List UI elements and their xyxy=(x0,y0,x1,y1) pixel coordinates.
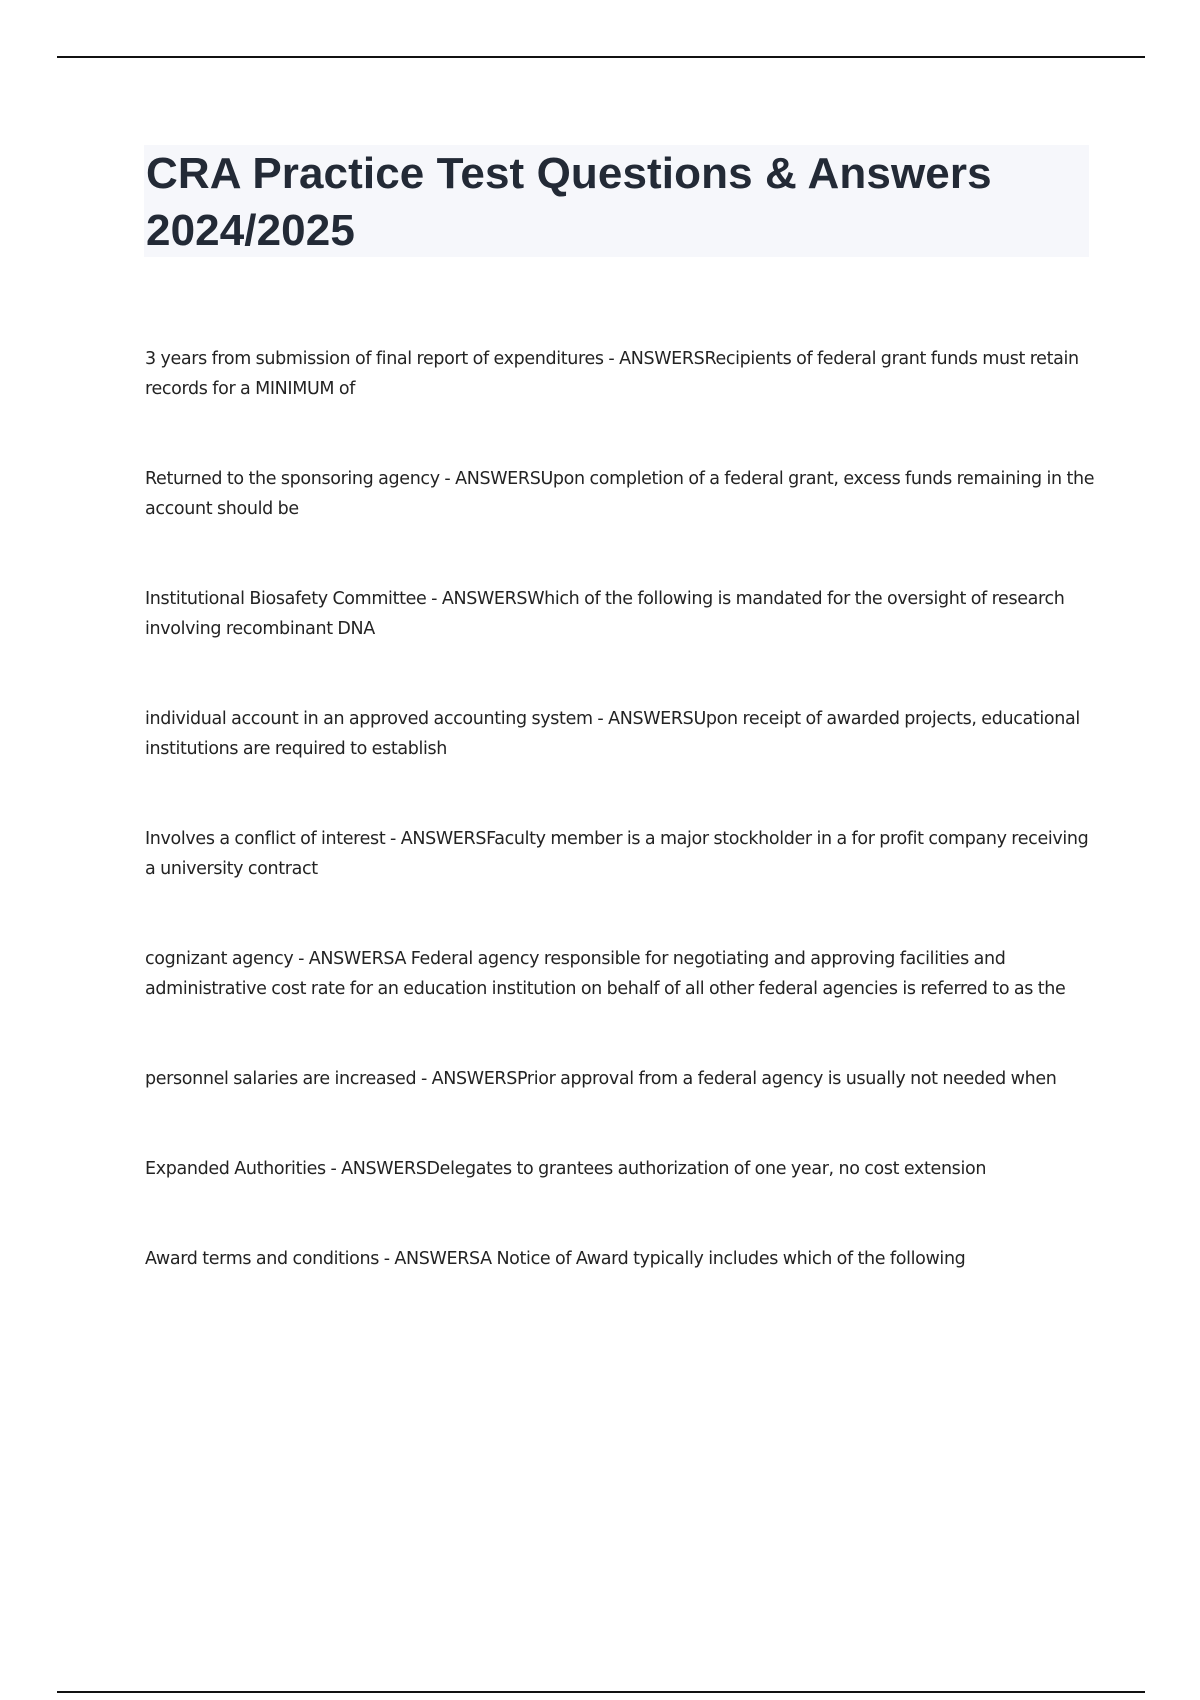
qa-answer: Expanded Authorities xyxy=(145,1159,326,1179)
qa-item: Involves a conflict of interest - ANSWERSFaculty member is a major stockholder in a for profit company receiving a university contract xyxy=(145,829,1089,879)
qa-marker: ANSWERS xyxy=(394,1249,481,1269)
qa-answer: Involves a conflict of interest xyxy=(145,829,386,849)
document-title: CRA Practice Test Questions & Answers 2024/2025 xyxy=(146,149,992,255)
qa-marker: ANSWERS xyxy=(455,469,541,489)
qa-list xyxy=(145,344,1095,1274)
qa-marker: ANSWERS xyxy=(400,829,487,849)
qa-item: cognizant agency - ANSWERSA Federal agency responsible for negotiating and approving facilities and administrative cost rate for an education institution on behalf of all other federal agencies is referred to as the xyxy=(145,949,1066,999)
qa-item: Award terms and conditions - ANSWERSA Notice of Award typically includes which of the following xyxy=(145,1249,966,1269)
qa-marker: ANSWERS xyxy=(608,709,694,729)
title-block xyxy=(144,145,1089,257)
qa-question: A Federal agency responsible for negotiating and approving facilities and administrative cost rate for an education institution on behalf of all other federal agencies is referred to as the xyxy=(145,949,1066,999)
qa-answer: 3 years from submission of final report of expenditures xyxy=(145,349,604,369)
header-rule xyxy=(57,56,1145,58)
qa-answer: personnel salaries are increased xyxy=(145,1069,417,1089)
qa-question: Upon completion of a federal grant, excess funds remaining in the account should be xyxy=(145,469,1095,519)
footer-rule xyxy=(57,1691,1145,1693)
qa-marker: ANSWERS xyxy=(341,1159,427,1179)
qa-marker: ANSWERS xyxy=(441,589,528,609)
qa-answer: Returned to the sponsoring agency xyxy=(145,469,440,489)
qa-item: Expanded Authorities - ANSWERSDelegates to grantees authorization of one year, no cost extension xyxy=(145,1159,987,1179)
qa-item: 3 years from submission of final report of expenditures - ANSWERSRecipients of federal grant funds must retain records for a MINIMUM of xyxy=(145,349,1079,399)
qa-question: Delegates to grantees authorization of one year, no cost extension xyxy=(426,1159,987,1179)
qa-item: individual account in an approved accounting system - ANSWERSUpon receipt of awarded projects, educational institutions are required to establish xyxy=(145,709,1080,759)
qa-marker: ANSWERS xyxy=(431,1069,517,1089)
qa-question: Upon receipt of awarded projects, educational institutions are required to establish xyxy=(145,709,1080,759)
qa-question: Which of the following is mandated for the oversight of research involving recombinant DNA xyxy=(145,589,1065,639)
qa-question: Faculty member is a major stockholder in a for profit company receiving a university contract xyxy=(145,829,1089,879)
qa-marker: ANSWERS xyxy=(308,949,395,969)
qa-marker: ANSWERS xyxy=(619,349,705,369)
qa-item: Returned to the sponsoring agency - ANSWERSUpon completion of a federal grant, excess funds remaining in the account should be xyxy=(145,469,1095,519)
qa-question: Recipients of federal grant funds must retain records for a MINIMUM of xyxy=(145,349,1079,399)
qa-question: A Notice of Award typically includes which of the following xyxy=(480,1249,966,1269)
qa-item: Institutional Biosafety Committee - ANSWERSWhich of the following is mandated for the oversight of research involving recombinant DNA xyxy=(145,589,1065,639)
qa-answer: Institutional Biosafety Committee xyxy=(145,589,427,609)
qa-item: personnel salaries are increased - ANSWERSPrior approval from a federal agency is usually not needed when xyxy=(145,1069,1057,1089)
qa-answer: individual account in an approved accounting system xyxy=(145,709,593,729)
qa-answer: Award terms and conditions xyxy=(145,1249,380,1269)
qa-question: Prior approval from a federal agency is usually not needed when xyxy=(516,1069,1057,1089)
qa-answer: cognizant agency xyxy=(145,949,294,969)
